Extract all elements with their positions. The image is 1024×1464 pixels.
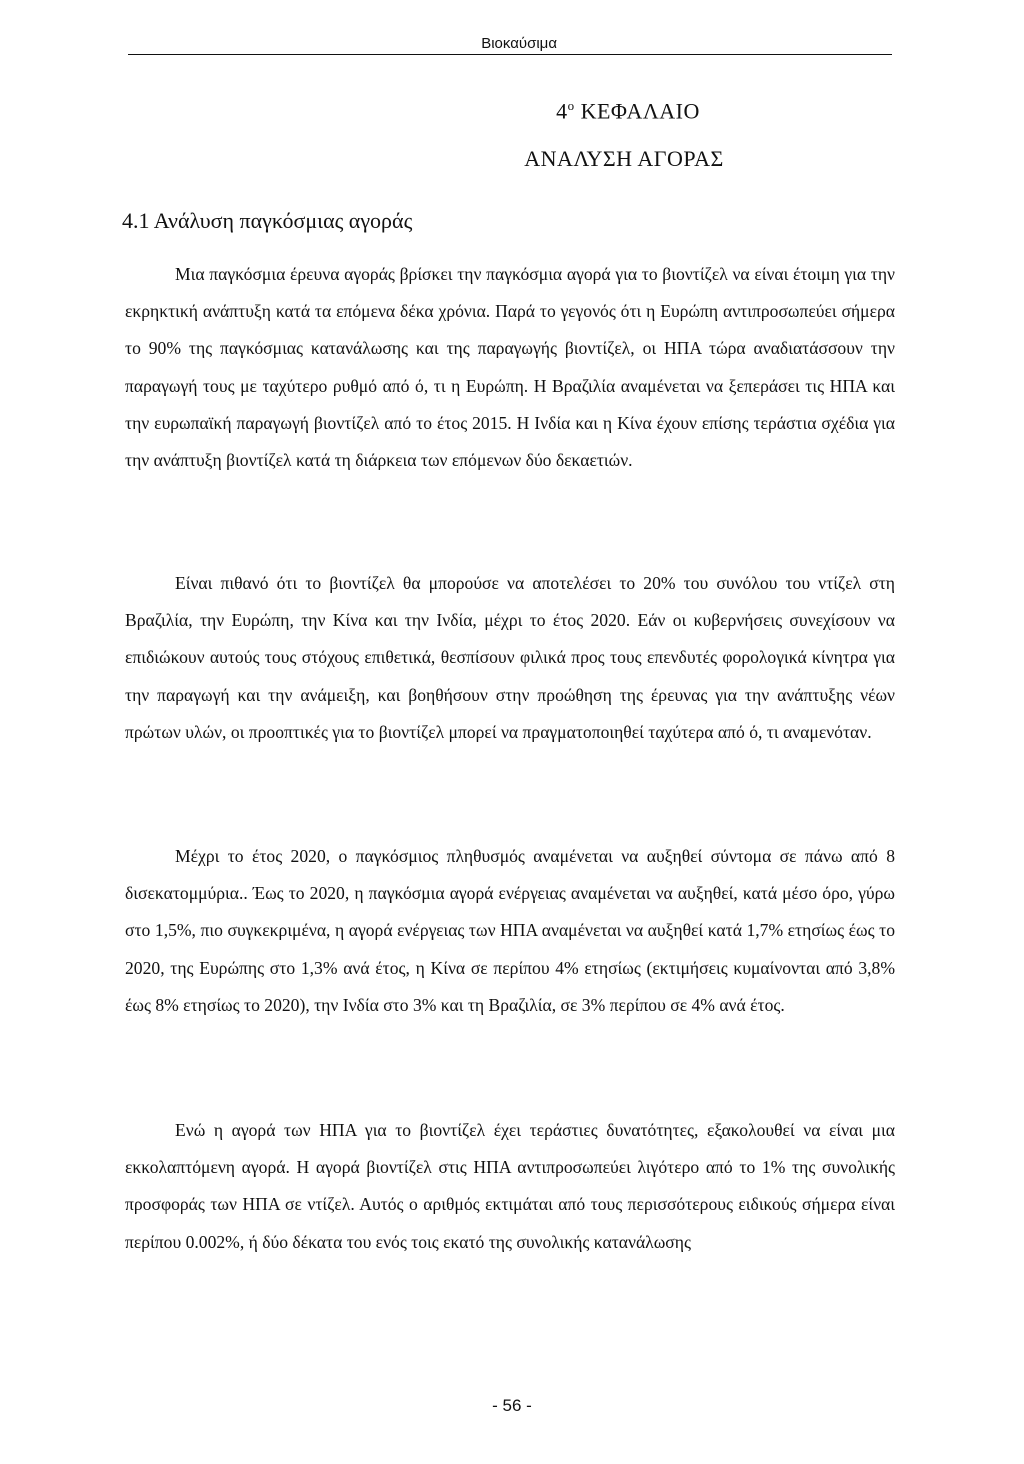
- running-title: Βιοκαύσιμα: [481, 35, 557, 52]
- chapter-label: ΚΕΦΑΛΑΙΟ: [580, 98, 700, 124]
- section-title: 4.1 Ανάλυση παγκόσμιας αγοράς: [122, 208, 413, 233]
- paragraph-4: Ενώ η αγορά των ΗΠΑ για το βιοντίζελ έχει τεράστιες δυνατότητες, εξακολουθεί να είναι μια εκκολαπτόμενη αγορά. Η αγορά βιοντίζελ στις ΗΠΑ αντιπροσωπεύει λιγότερο από το 1% της συνολικής προσφοράς των ΗΠΑ σε ντίζελ. Αυτός ο αριθμός εκτιμάται από τους περισσότερους ειδικούς σήμερα είναι περίπου 0.002%, ή δύο δέκατα του ενός τοις εκατό της συνολικής κατανάλωσης: [125, 1120, 895, 1252]
- page-number: - 56 -: [492, 1396, 532, 1415]
- paragraph-1: Μια παγκόσμια έρευνα αγοράς βρίσκει την παγκόσμια αγορά για το βιοντίζελ να είναι έτοιμη για την εκρηκτική ανάπτυξη κατά τα επόμενα δέκα χρόνια. Παρά το γεγονός ότι η Ευρώπη αντιπροσωπεύει σήμερα το 90% της παγκόσμιας κατανάλωσης και της παραγωγής βιοντίζελ, οι ΗΠΑ τώρα αναδιατάσσουν την παραγωγή τους με ταχύτερο ρυθμό από ό, τι η Ευρώπη. Η Βραζιλία αναμένεται να ξεπεράσει τις ΗΠΑ και την ευρωπαϊκή παραγωγή βιοντίζελ από το έτος 2015. Η Ινδία και η Κίνα έχουν επίσης τεράστια σχέδια για την ανάπτυξη βιοντίζελ κατά τη διάρκεια των επόμενων δύο δεκαετιών.: [125, 264, 895, 471]
- paragraph-3: Μέχρι το έτος 2020, ο παγκόσμιος πληθυσμός αναμένεται να αυξηθεί σύντομα σε πάνω από 8 δισεκατομμύρια.. Έως το 2020, η παγκόσμια αγορά ενέργειας αναμένεται να αυξηθεί, κατά μέσο όρο, γύρω στο 1,5%, πιο συγκεκριμένα, η αγορά ενέργειας των ΗΠΑ αναμένεται να αυξηθεί κατά 1,7% ετησίως έως το 2020, της Ευρώπης στο 1,3% ανά έτος, η Κίνα σε περίπου 4% ετησίως (εκτιμήσεις κυμαίνονται από 3,8% έως 8% ετησίως το 2020), την Ινδία στο 3% και τη Βραζιλία, σε 3% περίπου σε 4% ανά έτος.: [125, 846, 895, 1015]
- paragraph-2: Είναι πιθανό ότι το βιοντίζελ θα μπορούσε να αποτελέσει το 20% του συνόλου του ντίζελ στη Βραζιλία, την Ευρώπη, την Κίνα και την Ινδία, μέχρι το έτος 2020. Εάν οι κυβερνήσεις συνεχίσουν να επιδιώκουν αυτούς τους στόχους επιθετικά, θεσπίσουν φιλικά προς τους επενδυτές φορολογικά κίνητρα για την παραγωγή και την ανάμειξη, και βοηθήσουν στην προώθηση της έρευνας για την ανάπτυξης νέων πρώτων υλών, οι προοπτικές για το βιοντίζελ μπορεί να πραγματοποιηθεί ταχύτερα από ό, τι αναμενόταν.: [125, 573, 895, 742]
- chapter-number: 4: [556, 98, 568, 124]
- running-header: [128, 36, 892, 55]
- chapter-ordinal: ο: [567, 98, 575, 113]
- chapter-heading: [0, 98, 1024, 124]
- chapter-title: ΑΝΑΛΥΣΗ ΑΓΟΡΑΣ: [524, 146, 724, 171]
